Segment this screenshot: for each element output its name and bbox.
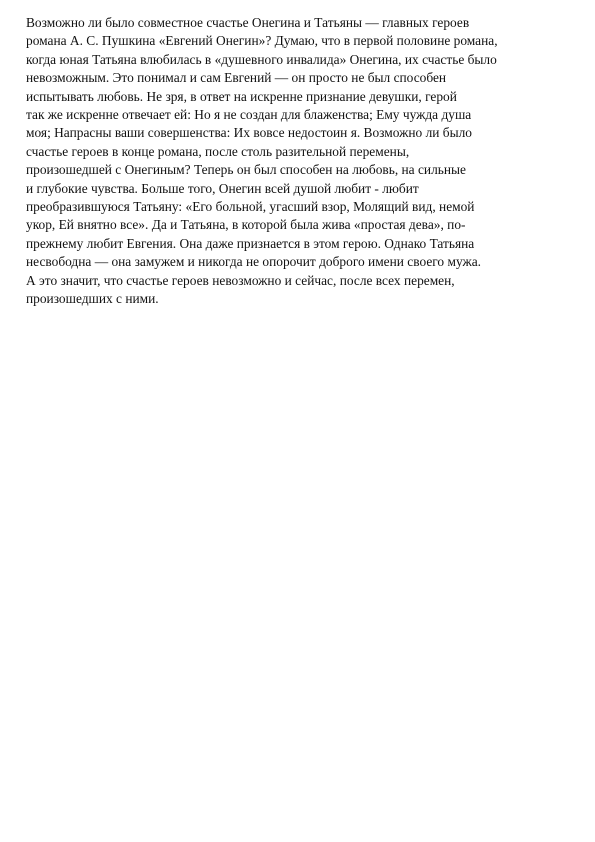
text-line: преобразившуюся Татьяну: «Его больной, угасший взор, Молящий вид, немой	[26, 199, 475, 215]
text-line: невозможным. Это понимал и сам Евгений — он просто не был способен	[26, 70, 447, 86]
text-line: прежнему любит Евгения. Она даже признается в этом герою. Однако Татьяна	[26, 235, 475, 251]
essay-paragraph	[26, 14, 586, 309]
text-line: счастье героев в конце романа, после столь разительной перемены,	[26, 143, 410, 159]
text-line: произошедшей с Онегиным? Теперь он был способен на любовь, на сильные	[26, 162, 466, 178]
text-line: Возможно ли было совместное счастье Онегина и Татьяны — главных героев	[26, 15, 470, 30]
text-line: произошедших с ними.	[26, 291, 159, 307]
text-line: когда юная Татьяна влюбилась в «душевного инвалида» Онегина, их счастье было	[26, 51, 497, 67]
text-line: А это значит, что счастье героев невозможно и сейчас, после всех перемен,	[26, 272, 455, 288]
text-line: укор, Ей внятно все». Да и Татьяна, в которой была жива «простая дева», по-	[26, 217, 466, 233]
text-line: моя; Напрасны ваши совершенства: Их вовсе недостоин я. Возможно ли было	[26, 125, 472, 141]
text-line: так же искренне отвечает ей: Но я не создан для блаженства; Ему чужда душа	[26, 107, 472, 123]
text-line: испытывать любовь. Не зря, в ответ на искренне признание девушки, герой	[26, 88, 457, 104]
text-line: романа А. С. Пушкина «Евгений Онегин»? Думаю, что в первой половине романа,	[26, 33, 498, 49]
text-line: и глубокие чувства. Больше того, Онегин всей душой любит - любит	[26, 180, 419, 196]
text-line: несвободна — она замужем и никогда не опорочит доброго имени своего мужа.	[26, 254, 482, 270]
